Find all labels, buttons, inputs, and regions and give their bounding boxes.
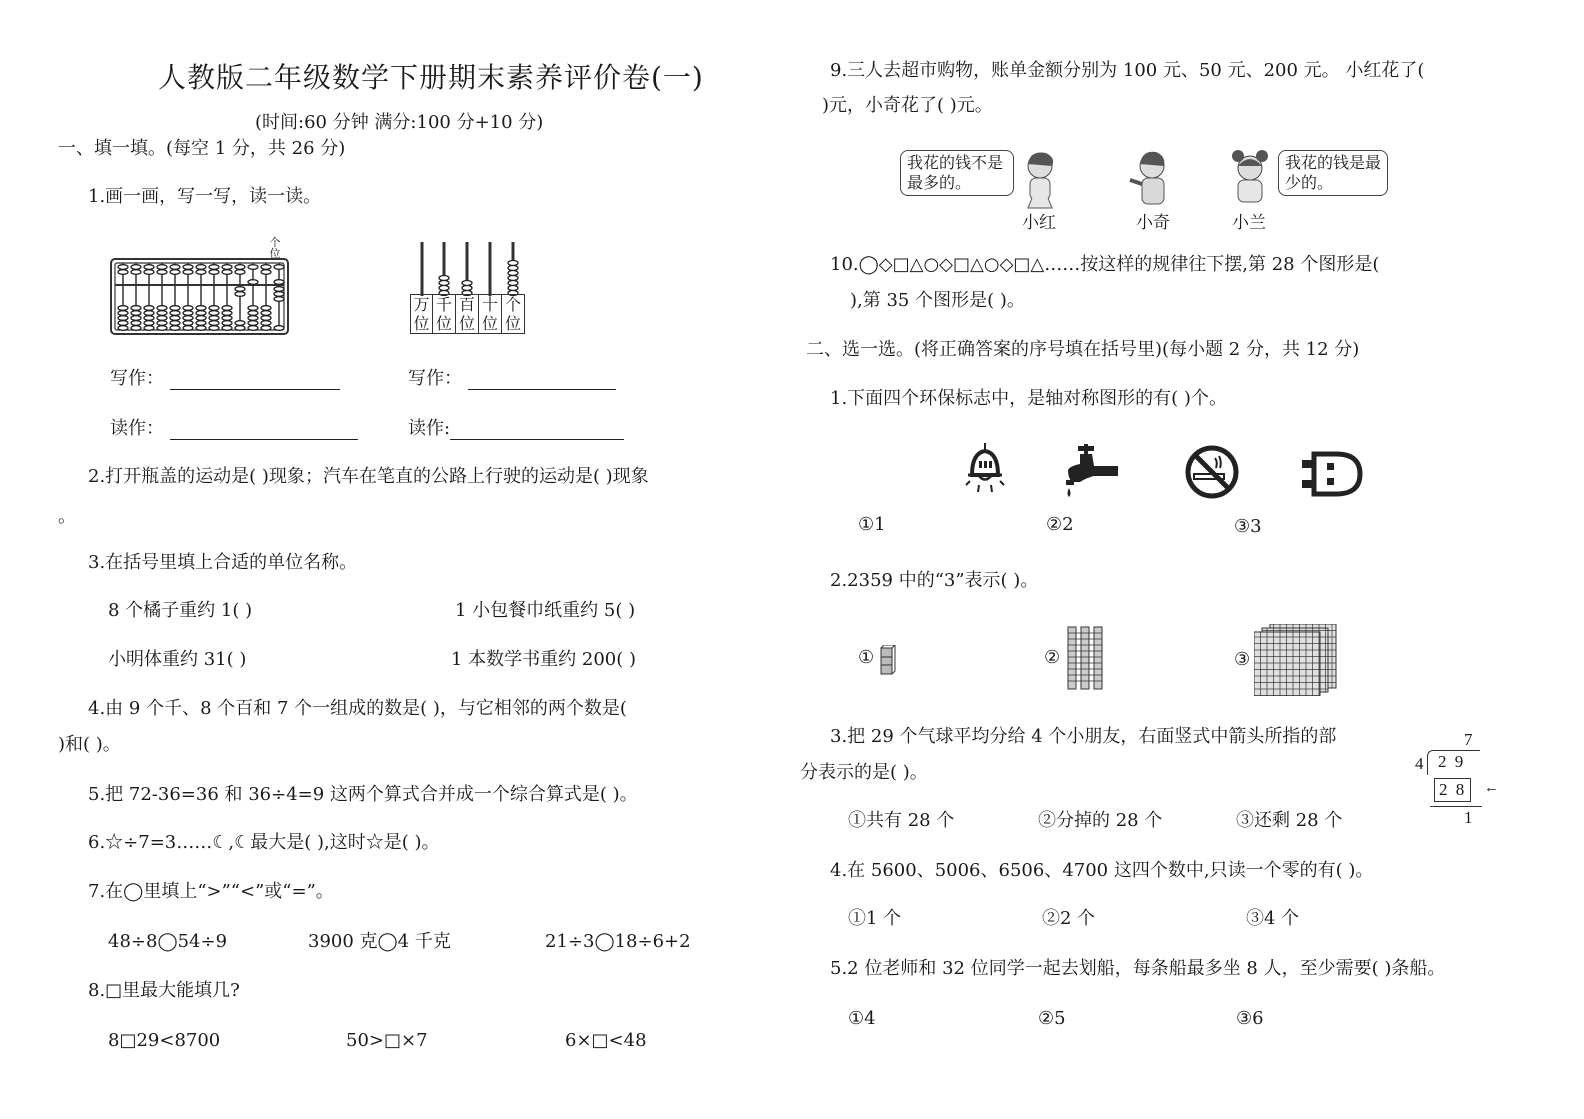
abacus-image <box>110 258 290 336</box>
write-label: 写作： <box>110 368 164 389</box>
s2-q1-option-1[interactable]: ①1 <box>858 514 886 535</box>
q7-item-1: 48÷8◯54÷9 <box>108 931 228 952</box>
write-answer-1[interactable] <box>110 368 340 390</box>
boy-xiaoqi-illustration <box>1128 150 1174 210</box>
s2-q4-option-3[interactable]: ③4 个 <box>1246 908 1300 929</box>
name-xiaoqi: 小奇 <box>1136 213 1170 233</box>
s2-q1-option-3[interactable]: ③3 <box>1234 516 1262 537</box>
s2-q5-option-3[interactable]: ③6 <box>1236 1008 1264 1029</box>
faucet-icon <box>1060 444 1124 500</box>
girl-xiaolan-illustration <box>1228 148 1274 210</box>
q7-text: 7.在◯里填上“>”“<”或“=”。 <box>88 881 334 902</box>
s2-q5-option-1[interactable]: ①4 <box>848 1008 876 1029</box>
s2-q1-text: 1.下面四个环保标志中，是轴对称图形的有( )个。 <box>830 388 1227 409</box>
speech-bubble-xiaohong: 我花的钱不是最多的。 <box>900 150 1014 196</box>
division-divisor: 4 <box>1415 754 1424 773</box>
division-dividend: 2 9 <box>1438 752 1466 771</box>
exam-info: (时间:60 分钟 满分:100 分+10 分) <box>255 112 544 133</box>
plug-icon <box>1300 450 1366 498</box>
s2-q2-text: 2.2359 中的“3”表示( )。 <box>830 570 1039 591</box>
q3-item-2: 1 小包餐巾纸重约 5( ) <box>455 600 636 621</box>
q2-text: 2.打开瓶盖的运动是( )现象；汽车在笔直的公路上行驶的运动是( )现象 <box>88 466 649 487</box>
s2-q4-option-1[interactable]: ①1 个 <box>848 908 902 929</box>
q7-item-3: 21÷3◯18÷6+2 <box>545 931 691 952</box>
s2-q3-line1: 3.把 29 个气球平均分给 4 个小朋友，右面竖式中箭头所指的部 <box>830 726 1337 747</box>
q3-item-4: 1 本数学书重约 200( ) <box>451 649 637 670</box>
q5-text: 5.把 72-36=36 和 36÷4=9 这两个算式合并成一个综合算式是( )。 <box>88 784 638 805</box>
q9-line1: 9.三人去超市购物，账单金额分别为 100 元、50 元、200 元。 小红花了( <box>830 60 1425 81</box>
q4-line2: )和( )。 <box>58 734 121 755</box>
place-label-ten-thousands: 万 位 <box>411 295 433 333</box>
place-label-thousands: 千 位 <box>433 295 456 333</box>
s2-q2-option-3[interactable]: ③ <box>1234 649 1251 670</box>
q3-text: 3.在括号里填上合适的单位名称。 <box>88 552 358 573</box>
write-label: 写作： <box>408 368 462 389</box>
q2-tail: 。 <box>58 506 76 527</box>
q8-item-3: 6×□<48 <box>565 1030 647 1051</box>
page-title: 人教版二年级数学下册期末素养评价卷(一) <box>158 61 704 94</box>
read-blank-1[interactable] <box>170 421 358 440</box>
write-blank-2[interactable] <box>468 371 616 390</box>
girl-xiaohong-illustration <box>1018 150 1064 210</box>
three-hundred-flats-image <box>1254 624 1340 696</box>
place-label-tens: 十 位 <box>479 295 502 333</box>
s2-q1-option-2[interactable]: ②2 <box>1046 514 1074 535</box>
read-label: 读作: <box>408 418 451 439</box>
read-answer-1[interactable] <box>110 418 358 440</box>
ones-label-top: 个 <box>269 236 281 249</box>
q6-text: 6.☆÷7=3……☾,☾最大是( ),这时☆是( )。 <box>88 832 440 853</box>
three-unit-cubes-image <box>880 645 896 675</box>
q3-item-3: 小明体重约 31( ) <box>108 649 247 670</box>
place-value-labels <box>410 294 525 334</box>
q7-item-2: 3900 克◯4 千克 <box>308 931 451 952</box>
place-label-ones: 个 位 <box>504 295 521 333</box>
arrow-left-icon: ← <box>1484 780 1499 796</box>
read-blank-2[interactable] <box>450 421 624 440</box>
s2-q5-text: 5.2 位老师和 32 位同学一起去划船，每条船最多坐 8 人，至少需要( )条船。 <box>830 958 1446 979</box>
s2-q2-option-1[interactable]: ① <box>858 647 875 668</box>
q4-line1: 4.由 9 个千、8 个百和 7 个一组成的数是( )，与它相邻的两个数是( <box>88 698 627 719</box>
division-quotient: 7 <box>1464 730 1473 749</box>
division-remainder: 1 <box>1464 808 1473 827</box>
long-division <box>1400 730 1510 830</box>
q9-line2: )元，小奇花了( )元。 <box>822 95 993 116</box>
s2-q5-option-2[interactable]: ②5 <box>1038 1008 1066 1029</box>
read-answer-2[interactable] <box>408 418 624 440</box>
s2-q3-option-1[interactable]: ①共有 28 个 <box>848 810 955 831</box>
no-smoking-icon <box>1182 444 1242 500</box>
speech-bubble-xiaolan: 我花的钱是最少的。 <box>1278 150 1388 196</box>
name-xiaolan: 小兰 <box>1232 213 1266 233</box>
section2-heading: 二、选一选。(将正确答案的序号填在括号里)(每小题 2 分，共 12 分) <box>806 339 1360 360</box>
name-xiaohong: 小红 <box>1022 213 1056 233</box>
s2-q3-option-3[interactable]: ③还剩 28 个 <box>1236 810 1343 831</box>
ones-label-bottom: 位 <box>269 247 281 260</box>
q8-text: 8.□里最大能填几? <box>88 980 240 1001</box>
ones-label <box>268 237 282 259</box>
lamp-icon <box>962 443 1008 495</box>
s2-q3-option-2[interactable]: ②分掉的 28 个 <box>1038 810 1163 831</box>
q1-text: 1.画一画，写一写，读一读。 <box>88 186 322 207</box>
q3-item-1: 8 个橘子重约 1( ) <box>108 600 253 621</box>
q10-line2: ),第 35 个图形是( )。 <box>850 290 1025 311</box>
q10-line1: 10.◯◇□△○◇□△○◇□△……按这样的规律往下摆,第 28 个图形是( <box>830 254 1380 275</box>
write-blank-1[interactable] <box>170 371 340 390</box>
three-ten-rods-image <box>1066 625 1106 691</box>
write-answer-2[interactable] <box>408 368 616 390</box>
section1-heading: 一、填一填。(每空 1 分，共 26 分) <box>58 138 346 159</box>
s2-q4-text: 4.在 5600、5006、6506、4700 这四个数中,只读一个零的有( )。 <box>830 860 1374 881</box>
place-label-hundreds: 百 位 <box>456 295 479 333</box>
read-label: 读作： <box>110 418 164 439</box>
s2-q2-option-2[interactable]: ② <box>1044 647 1061 668</box>
division-product-box: 2 8 <box>1434 778 1471 802</box>
q8-item-2: 50>□×7 <box>346 1030 428 1051</box>
counting-frame-image <box>410 240 525 296</box>
q8-item-1: 8□29<8700 <box>108 1030 221 1051</box>
s2-q3-line2: 分表示的是( )。 <box>800 762 928 783</box>
s2-q4-option-2[interactable]: ②2 个 <box>1042 908 1096 929</box>
